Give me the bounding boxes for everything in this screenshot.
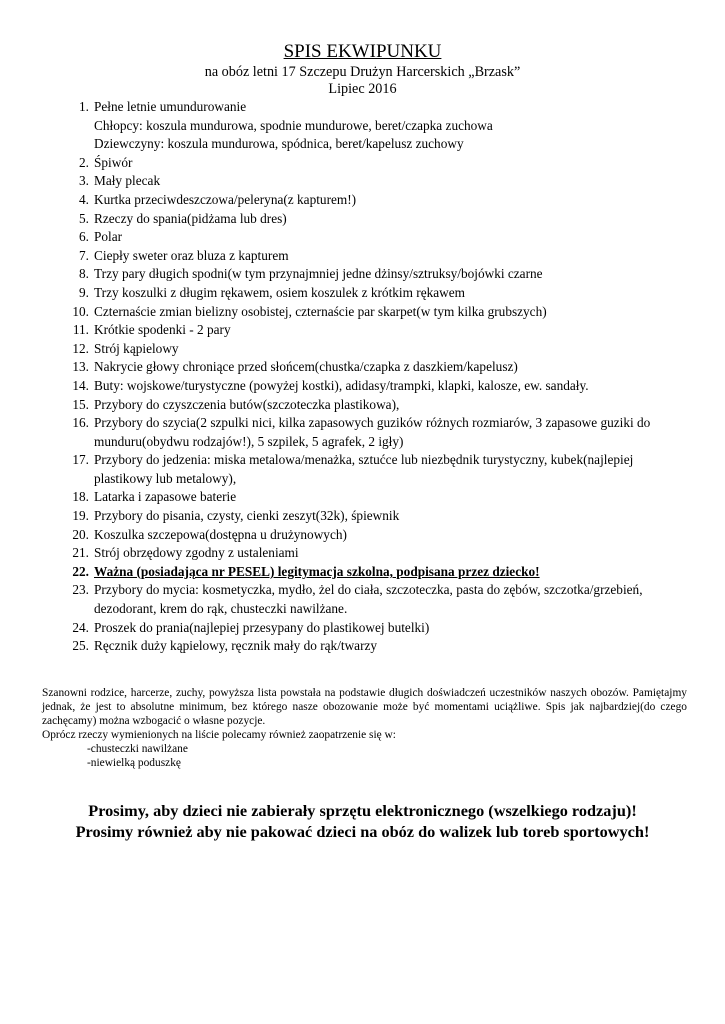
list-item [60, 377, 700, 396]
notes-intro: Oprócz rzeczy wymienionych na liście polecamy również zaopatrzenie się w: [42, 729, 396, 741]
item-text: Mały plecak [94, 173, 161, 189]
item-number: 3. [79, 173, 89, 189]
item-text: Przybory do jedzenia: miska metalowa/menażka, sztućce lub niezbędnik turystyczny, kubek(najlepiej [94, 452, 634, 468]
warnings-section [0, 800, 725, 842]
item-text: Trzy pary długich spodni(w tym przynajmniej jedne dżinsy/sztruksy/bojówki czarne [94, 266, 543, 282]
item-text: Ręcznik duży kąpielowy, ręcznik mały do rąk/twarzy [94, 638, 378, 654]
list-item [60, 172, 700, 191]
page-date: Lipiec 2016 [328, 81, 397, 97]
item-number: 2. [79, 154, 89, 170]
warning-line: Prosimy również aby nie pakować dzieci na obóz do walizek lub toreb sportowych! [75, 822, 650, 841]
list-item [60, 507, 700, 526]
list-item [60, 526, 700, 545]
list-item [60, 228, 700, 247]
warning-line: Prosimy, aby dzieci nie zabierały sprzętu elektronicznego (wszelkiego rodzaju)! [88, 801, 637, 820]
item-text: Przybory do czyszczenia butów(szczoteczka plastikowa), [94, 396, 400, 412]
item-subline: Dziewczyny: koszula mundurowa, spódnica, beret/kapelusz zuchowy [94, 136, 464, 152]
list-item [60, 619, 700, 638]
item-number: 13. [72, 359, 89, 375]
list-item [60, 544, 700, 563]
item-text: Przybory do pisania, czysty, cienki zeszyt(32k), śpiewnik [94, 508, 400, 524]
item-number: 24. [72, 619, 89, 635]
item-text: Krótkie spodenki - 2 pary [94, 322, 231, 338]
item-number: 6. [79, 229, 89, 245]
item-number: 5. [79, 210, 89, 226]
list-item-important [60, 563, 700, 582]
item-number: 10. [72, 303, 89, 319]
item-text: Przybory do mycia: kosmetyczka, mydło, żel do ciała, szczoteczka, pasta do zębów, szczotka/grzebień, [94, 582, 643, 598]
item-text: Polar [94, 229, 123, 245]
list-item [60, 488, 700, 507]
item-text: Ważna (posiadająca nr PESEL) legitymacja szkolna, podpisana przez dziecko! [94, 563, 540, 579]
item-number: 11. [72, 322, 89, 338]
page-title: SPIS EKWIPUNKU [283, 41, 442, 62]
item-text: Koszulka szczepowa(dostępna u drużynowych) [94, 526, 347, 542]
item-number: 8. [79, 266, 89, 282]
list-item [60, 581, 700, 618]
item-text: Kurtka przeciwdeszczowa/peleryna(z kapturem!) [94, 191, 357, 207]
list-item [60, 303, 700, 322]
equipment-list [60, 98, 700, 656]
item-number: 7. [79, 247, 89, 263]
item-text: Śpiwór [94, 154, 133, 170]
item-text-continued: munduru(obydwu rodzajów!), 5 szpilek, 5 agrafek, 2 igły) [94, 433, 404, 449]
item-number: 15. [72, 396, 89, 412]
item-number: 23. [72, 582, 89, 598]
notes-extra-item: -niewielką poduszkę [87, 757, 181, 769]
item-text: Strój obrzędowy zgodny z ustaleniami [94, 545, 299, 561]
list-item [60, 340, 700, 359]
item-text: Rzeczy do spania(pidżama lub dres) [94, 210, 287, 226]
list-item [60, 321, 700, 340]
item-number: 14. [72, 377, 89, 393]
list-item [60, 191, 700, 210]
list-item [60, 358, 700, 377]
item-number: 9. [79, 284, 89, 300]
list-item [60, 154, 700, 173]
list-item [60, 210, 700, 229]
list-item [60, 98, 700, 154]
item-text: Buty: wojskowe/turystyczne (powyżej kostki), adidasy/trampki, klapki, kalosze, ew. sandały. [94, 377, 589, 393]
item-number: 1. [79, 99, 89, 114]
item-text: Przybory do szycia(2 szpulki nici, kilka zapasowych guzików różnych rozmiarów, 3 zapasowe guziki do [94, 415, 651, 431]
list-item [60, 451, 700, 488]
item-number: 21. [72, 545, 89, 561]
item-number: 16. [72, 415, 89, 431]
page-subtitle: na obóz letni 17 Szczepu Drużyn Harcerskich „Brzask” [204, 64, 521, 80]
list-item [60, 637, 700, 656]
item-text: Czternaście zmian bielizny osobistej, czternaście par skarpet(w tym kilka grubszych) [94, 303, 547, 319]
item-number: 17. [72, 452, 89, 468]
item-number: 25. [72, 638, 89, 654]
item-text: Pełne letnie umundurowanie [94, 99, 247, 114]
item-number: 4. [79, 191, 89, 207]
list-item [60, 284, 700, 303]
item-text-continued: plastikowy lub metalowy), [94, 470, 237, 486]
item-number: 20. [72, 526, 89, 542]
list-item [60, 265, 700, 284]
item-text: Proszek do prania(najlepiej przesypany do plastikowej butelki) [94, 619, 430, 635]
list-item [60, 414, 700, 451]
list-item [60, 396, 700, 415]
item-number: 12. [72, 340, 89, 356]
item-number: 19. [72, 508, 89, 524]
item-text: Nakrycie głowy chroniące przed słońcem(chustka/czapka z daszkiem/kapelusz) [94, 359, 518, 375]
item-text: Ciepły sweter oraz bluza z kapturem [94, 247, 289, 263]
item-subline: Chłopcy: koszula mundurowa, spodnie mundurowe, beret/czapka zuchowa [94, 117, 493, 133]
list-item [60, 247, 700, 266]
notes-section [42, 686, 687, 770]
item-number: 18. [72, 489, 89, 505]
header [0, 42, 725, 98]
item-text-continued: dezodorant, krem do rąk, chusteczki nawilżane. [94, 601, 348, 617]
item-text: Latarka i zapasowe baterie [94, 489, 237, 505]
item-text: Strój kąpielowy [94, 340, 179, 356]
notes-extra-item: -chusteczki nawilżane [87, 743, 188, 755]
notes-paragraph: Szanowni rodzice, harcerze, zuchy, powyższa lista powstała na podstawie długich doświadczeń uczestników naszych obozów. Pamiętajmy jednak, że jest to absolutne minimum, bez którego nasze obozowanie może być momentami uciążliwe. Spis jak najbardziej(do czego zachęcamy) można wzbogacić o własne pozycje. [42, 687, 687, 727]
item-text: Trzy koszulki z długim rękawem, osiem koszulek z krótkim rękawem [94, 284, 466, 300]
item-number: 22. [72, 563, 89, 579]
